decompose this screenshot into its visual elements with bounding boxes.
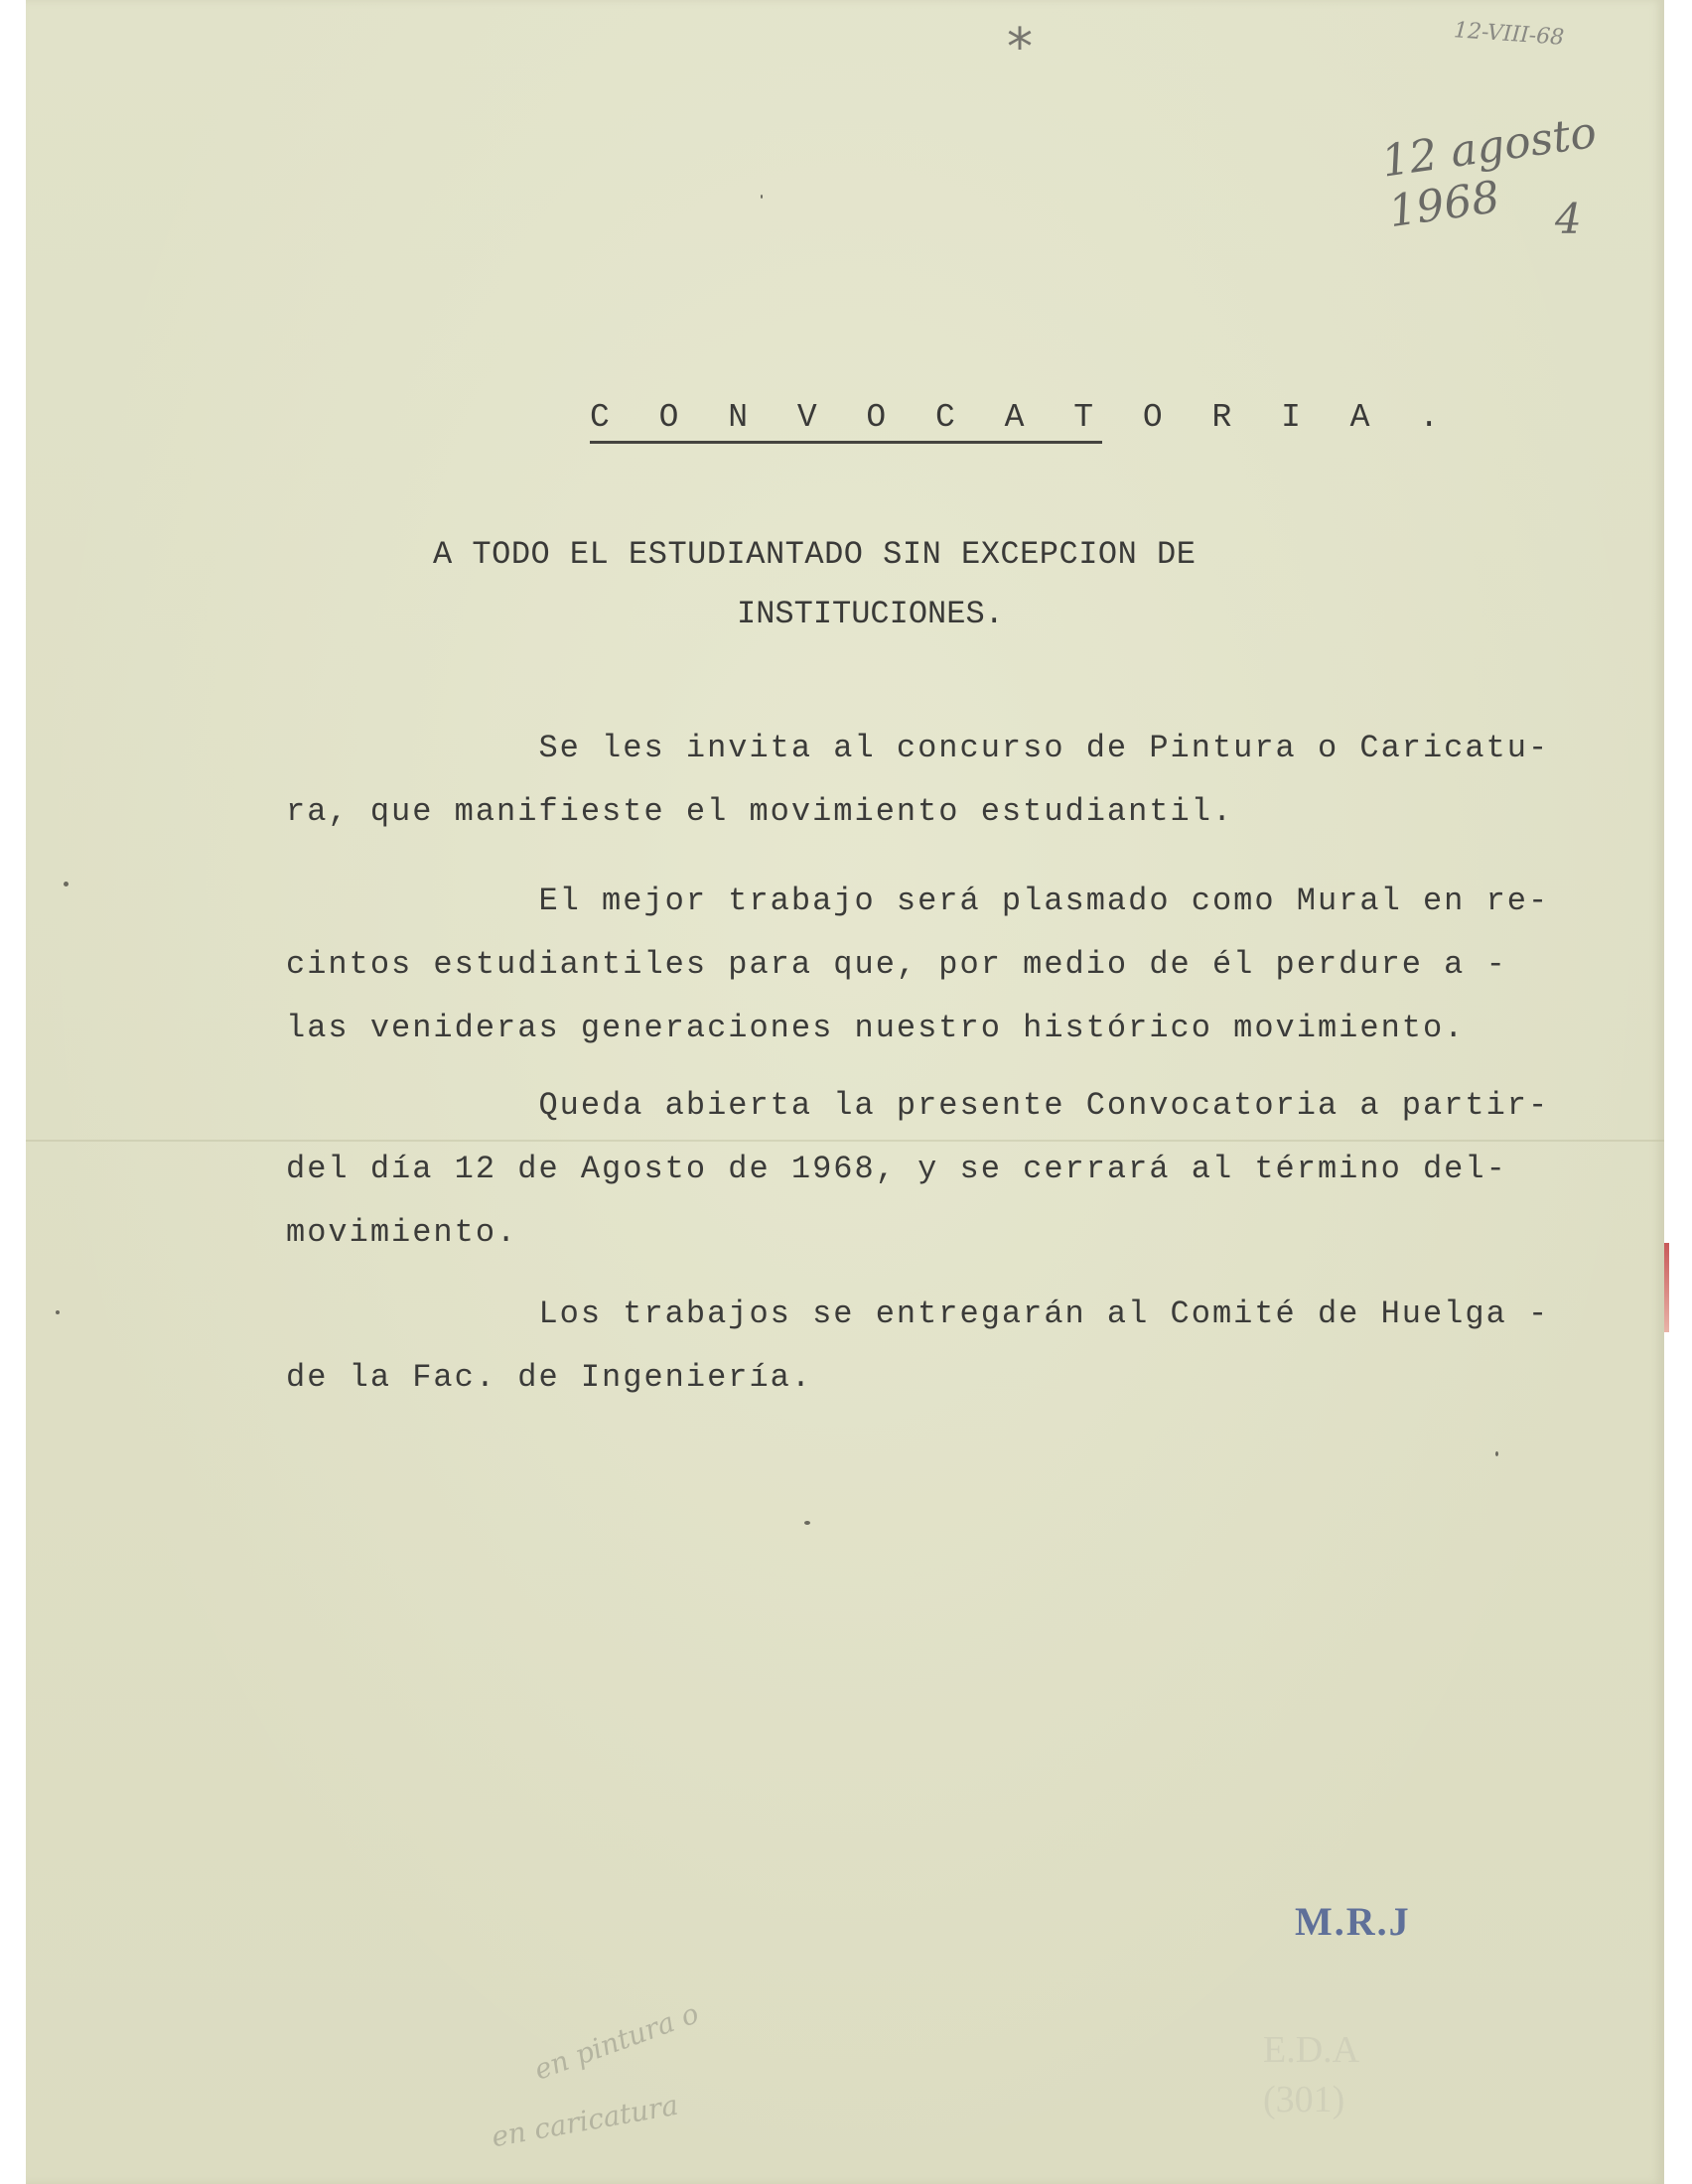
paragraph-line: Queda abierta la presente Convocatoria a partir-: [286, 1087, 1550, 1124]
faint-archive-stamp: [1263, 2025, 1359, 2124]
paragraph-line: Se les invita al concurso de Pintura o Caricatu-: [286, 730, 1550, 766]
paragraph-dates: [286, 1074, 1550, 1265]
faint-pencil-note: [489, 1996, 788, 2174]
paragraph-line: El mejor trabajo será plasmado como Mural en re-: [286, 883, 1550, 919]
handwritten-date: 12 agosto 1968: [1378, 106, 1600, 238]
paper-speck: [1495, 1451, 1498, 1456]
paper-speck: [56, 1310, 60, 1314]
paragraph-line: ra, que manifieste el movimiento estudiantil.: [286, 793, 1234, 830]
faint-note-line-1: en pintura o: [529, 1996, 703, 2087]
red-edge-mark: [1664, 1243, 1669, 1332]
handwritten-page-number: 4: [1555, 195, 1582, 243]
asterisk-mark: *: [1007, 18, 1033, 77]
paragraph-delivery: [286, 1283, 1550, 1410]
paragraph-line: movimiento.: [286, 1214, 518, 1251]
title-underline: [590, 441, 1102, 444]
paragraph-line: de la Fac. de Ingeniería.: [286, 1359, 813, 1396]
document-page: [26, 0, 1664, 2184]
subtitle-line-1: A TODO EL ESTUDIANTADO SIN EXCEPCION DE: [433, 536, 1197, 573]
paragraph-line: las venideras generaciones nuestro histórico movimiento.: [286, 1010, 1466, 1046]
ink-stamp-initials: M.R.J: [1295, 1899, 1411, 1944]
paragraph-line: cintos estudiantiles para que, por medio de él perdure a -: [286, 946, 1507, 983]
paragraph-mural: [286, 870, 1550, 1060]
paragraph-line: Los trabajos se entregarán al Comité de Huelga -: [286, 1296, 1550, 1332]
paragraph-line: del día 12 de Agosto de 1968, y se cerrará al término del-: [286, 1151, 1507, 1187]
paper-speck: [64, 882, 69, 887]
handwritten-reference-code: 12-VIII-68: [1453, 18, 1565, 51]
paper-speck: [804, 1521, 810, 1525]
paragraph-invitation: [286, 717, 1550, 844]
document-title: C O N V O C A T O R I A .: [590, 399, 1455, 436]
paper-speck: [761, 195, 763, 199]
subtitle-line-2: INSTITUCIONES.: [737, 596, 1004, 632]
faint-stamp-line-2: (301): [1263, 2079, 1345, 2120]
faint-stamp-line-1: E.D.A: [1263, 2029, 1360, 2071]
faint-note-line-2: en caricatura: [489, 2088, 681, 2154]
